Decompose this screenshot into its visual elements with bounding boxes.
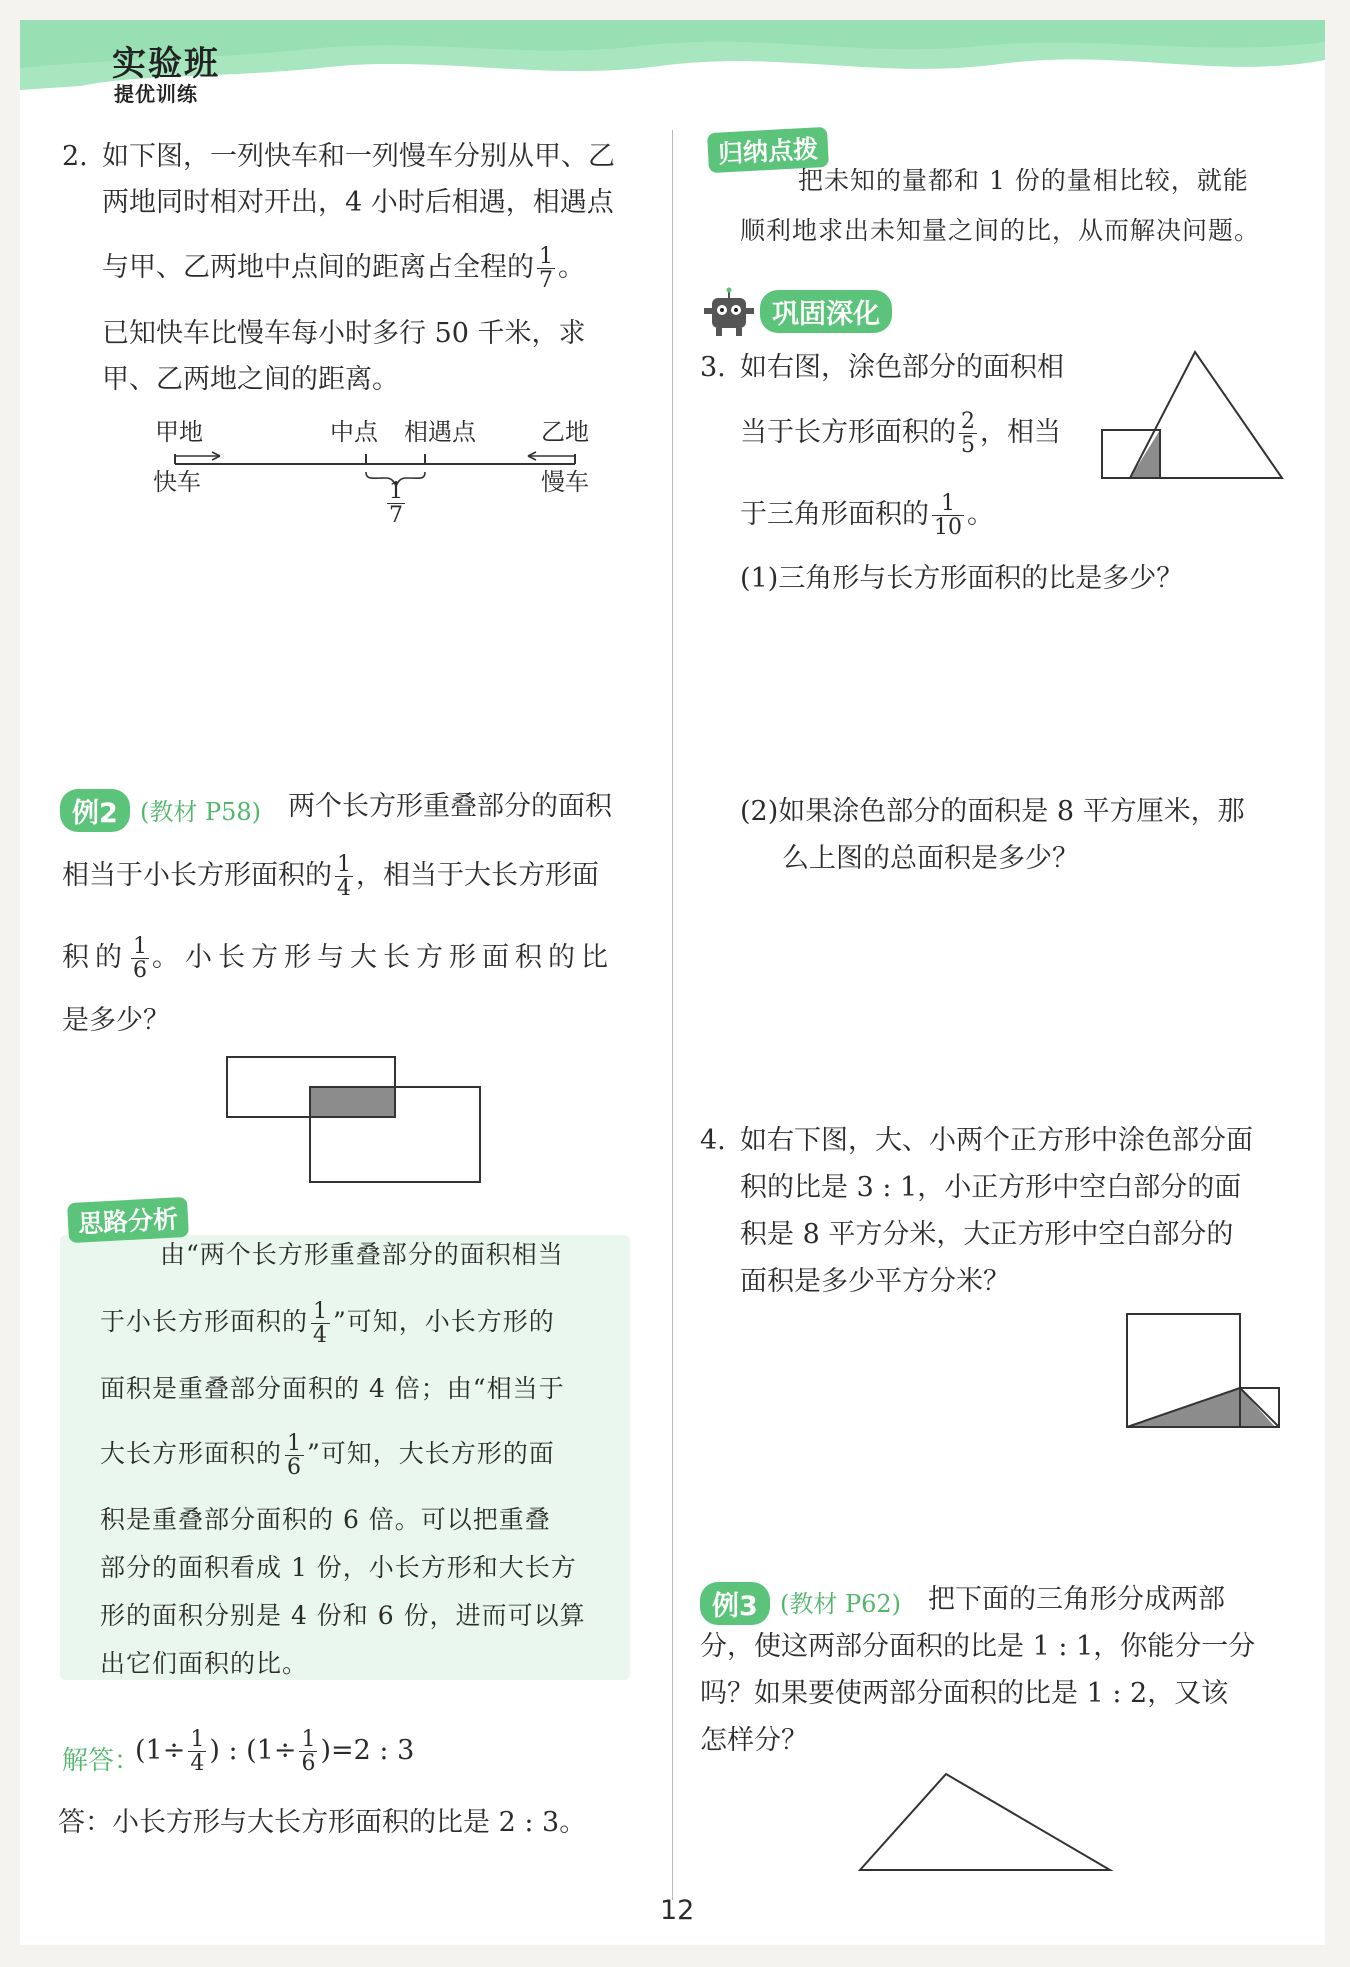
ex2-line-2: 相当于小长方形面积的 $\frac{1}{4}$ ，相当于大长方形面: [62, 852, 599, 902]
label-fast-train: 快车: [153, 468, 201, 496]
summary-line-2: 顺利地求出未知量之间的比，从而解决问题。: [740, 216, 1261, 245]
question-number: 4.: [700, 1125, 726, 1156]
q3-sub-question-1: (1)三角形与长方形面积的比是多少？: [740, 563, 1184, 594]
q2-line-3-text: 与甲、乙两地中点间的距离占全程的: [102, 252, 534, 284]
q4-line-4: 面积是多少平方分米？: [740, 1266, 1010, 1297]
summary-label: 归纳点拨: [707, 127, 829, 173]
label-slow-train: 慢车: [541, 468, 589, 496]
question-number: 2.: [62, 141, 88, 172]
q2-line-2: 两地同时相对开出，4 小时后相遇，相遇点: [102, 187, 614, 218]
fraction: $\frac{1}{10}$: [934, 491, 962, 541]
fraction: $\frac{1}{4}$: [190, 1727, 205, 1777]
page-number: 12: [660, 1895, 695, 1926]
fraction: $\frac{1}{4}$: [313, 1299, 329, 1349]
analysis-line-5: 积是重叠部分面积的 6 倍。可以把重叠: [100, 1505, 551, 1534]
label-jia: 甲地: [155, 418, 203, 446]
fraction: $\frac{1}{6}$: [301, 1727, 316, 1777]
example-2-tag: 例2: [60, 789, 130, 832]
ex2-line-1: 两个长方形重叠部分的面积: [288, 791, 612, 822]
fraction: $\frac{1}{6}$: [287, 1431, 303, 1481]
analysis-line-6: 部分的面积看成 1 份，小长方形和大长方: [100, 1553, 577, 1582]
q2-line-5: 甲、乙两地之间的距离。: [102, 364, 399, 395]
solution-label: 解答：: [62, 1746, 141, 1776]
analysis-label: 思路分析: [67, 1197, 189, 1243]
ex3-line-2: 分，使这两部分面积的比是 1 : 1，你能分一分: [700, 1631, 1256, 1662]
overlapping-rectangles-figure: [225, 1055, 485, 1185]
summary-line-1: 把未知的量都和 1 份的量相比较，就能: [798, 166, 1249, 195]
q3-sub-question-2-line-1: (2)如果涂色部分的面积是 8 平方厘米，那: [740, 796, 1245, 827]
q2-line-4: 已知快车比慢车每小时多行 50 千米，求: [102, 318, 586, 349]
q2-line-1: 如下图，一列快车和一列慢车分别从甲、乙: [102, 141, 615, 172]
textbook-reference: (教材 P62): [780, 1590, 902, 1618]
column-divider: [672, 130, 673, 1900]
mascot-icon: [700, 288, 760, 338]
ex3-line-4: 怎样分？: [700, 1725, 808, 1756]
q4-line-2: 积的比是 3 : 1，小正方形中空白部分的面: [740, 1172, 1242, 1203]
fraction: $\frac{2}{5}$: [961, 409, 975, 459]
answer-line: 答：小长方形与大长方形面积的比是 2 : 3。: [58, 1807, 587, 1838]
analysis-line-7: 形的面积分别是 4 份和 6 份，进而可以算: [100, 1601, 586, 1630]
q3-line-3: 于三角形面积的 $\frac{1}{10}$ 。: [740, 491, 994, 541]
ex2-line-4: 是多少？: [62, 1005, 170, 1036]
brand-subtitle: 提优训练: [114, 82, 198, 106]
fraction: $\frac{1}{7}$: [539, 244, 553, 294]
label-midpoint: 中点: [330, 418, 378, 446]
analysis-line-8: 出它们面积的比。: [100, 1649, 309, 1678]
textbook-reference: (教材 P58): [140, 798, 262, 826]
analysis-line-4: 大长方形面积的 $\frac{1}{6}$ ”可知，大长方形的面: [100, 1431, 555, 1481]
q4-line-3: 积是 8 平方分米，大正方形中空白部分的: [740, 1219, 1234, 1250]
fraction: $\frac{1}{6}$: [133, 934, 147, 984]
question-number: 3.: [700, 352, 726, 383]
q4-line-1: 如右下图，大、小两个正方形中涂色部分面: [740, 1125, 1253, 1156]
label-meeting-point: 相遇点: [404, 418, 476, 446]
example-3-tag: 例3: [700, 1582, 770, 1625]
fraction: $\frac{1}{4}$: [337, 852, 351, 902]
ex3-line-1: 把下面的三角形分成两部: [928, 1584, 1225, 1615]
consolidate-label: 巩固深化: [760, 290, 892, 333]
triangle-figure: [858, 1770, 1116, 1876]
brand-title: 实验班: [112, 44, 220, 84]
analysis-line-2: 于小长方形面积的 $\frac{1}{4}$ ”可知，小长方形的: [100, 1299, 555, 1349]
q3-line-1: 如右图，涂色部分的面积相: [740, 352, 1064, 383]
solution-expression: (1÷ $\frac{1}{4}$ ) : (1÷ $\frac{1}{6}$ )=2 : 3: [135, 1727, 415, 1777]
ex2-line-3: 积的 $\frac{1}{6}$ 。小长方形与大长方形面积的比: [62, 934, 614, 984]
q3-line-2: 当于长方形面积的 $\frac{2}{5}$ ，相当: [740, 409, 1061, 459]
q2-line-3: 与甲、乙两地中点间的距离占全程的 $\frac{1}{7}$ 。: [102, 244, 585, 294]
q3-sub-question-2-line-2: 么上图的总面积是多少？: [782, 843, 1079, 874]
diagram-fraction: $\frac{1}{7}$: [389, 479, 403, 529]
triangle-rectangle-figure: [1100, 350, 1285, 482]
analysis-line-3: 面积是重叠部分面积的 4 倍；由“相当于: [100, 1374, 565, 1403]
analysis-line-1: 由“两个长方形重叠部分的面积相当: [160, 1240, 564, 1269]
two-squares-figure: [1125, 1312, 1285, 1432]
ex3-line-3: 吗？如果要使两部分面积的比是 1 : 2，又该: [700, 1678, 1229, 1709]
label-yi: 乙地: [541, 418, 589, 446]
